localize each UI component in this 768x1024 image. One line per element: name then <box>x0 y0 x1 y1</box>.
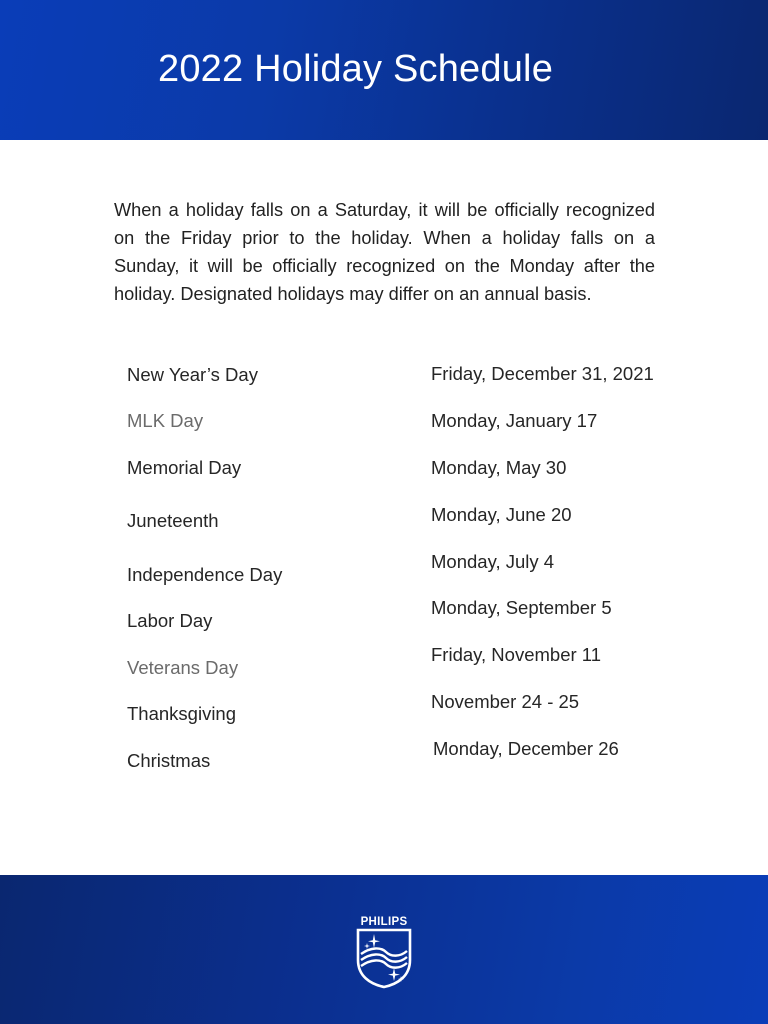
holiday-date: Monday, January 17 <box>431 410 598 431</box>
philips-logo <box>354 910 414 990</box>
header-banner <box>0 0 768 140</box>
holiday-name: New Year’s Day <box>127 364 258 385</box>
holiday-date: Monday, September 5 <box>431 597 612 618</box>
holiday-date: Friday, December 31, 2021 <box>431 363 654 384</box>
holiday-name: Memorial Day <box>127 457 242 478</box>
holiday-date: November 24 - 25 <box>431 691 580 712</box>
holiday-date: Friday, November 11 <box>431 644 601 665</box>
holiday-name: Christmas <box>127 750 211 771</box>
holiday-name: Labor Day <box>127 610 213 631</box>
holiday-date: Monday, July 4 <box>431 551 555 572</box>
intro-paragraph: When a holiday falls on a Saturday, it will be officially recognized on the Friday prior to the holiday. When a holiday falls on a Sunday, it will be officially recognized on the Monday after the holiday. Designated holidays may differ on an annual basis. <box>114 200 655 304</box>
holiday-name: Thanksgiving <box>127 703 237 724</box>
holiday-name: MLK Day <box>127 410 204 431</box>
holiday-date: Monday, May 30 <box>431 457 567 478</box>
holiday-name: Independence Day <box>127 564 283 585</box>
page-title: 2022 Holiday Schedule <box>158 48 554 90</box>
holiday-name: Veterans Day <box>127 657 239 678</box>
logo-wordmark: PHILIPS <box>360 916 408 928</box>
holiday-date: Monday, June 20 <box>431 504 572 525</box>
holiday-name: Juneteenth <box>127 510 219 531</box>
holiday-date: Monday, December 26 <box>433 738 619 759</box>
